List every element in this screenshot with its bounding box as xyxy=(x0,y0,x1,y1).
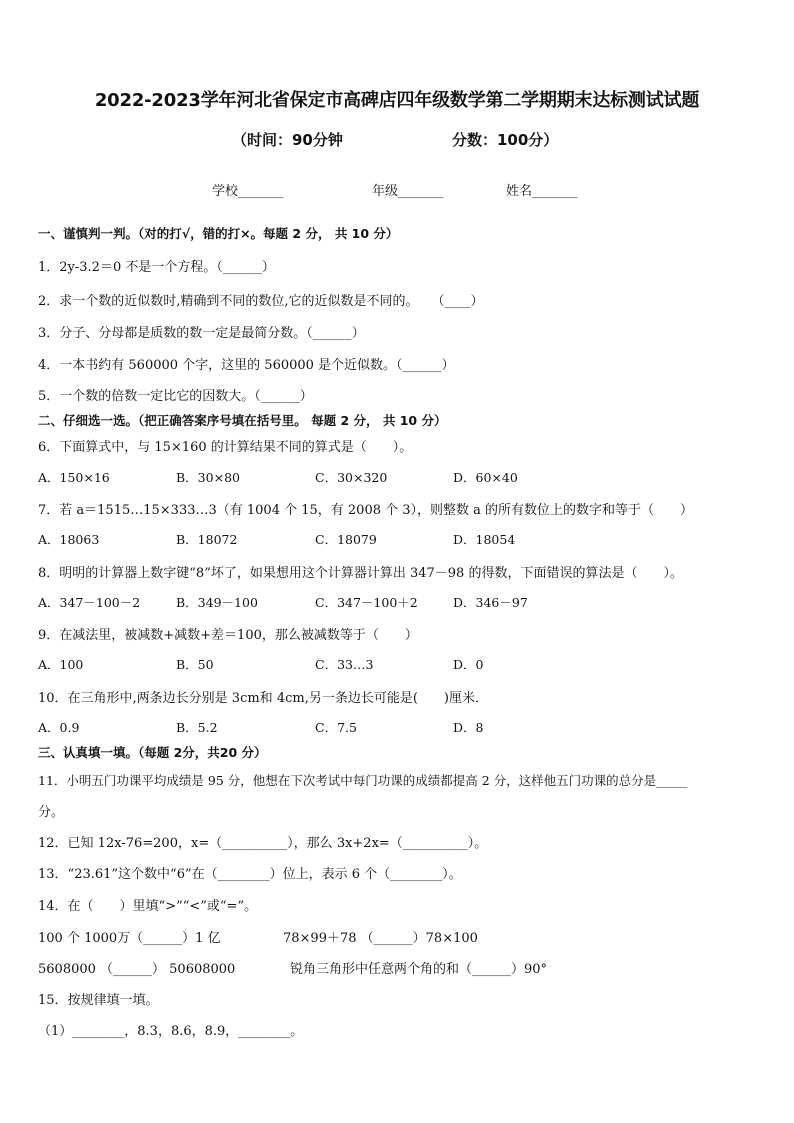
q14-item-c: 5608000 （______） 50608000 xyxy=(38,962,236,977)
q7-option-b: B．18072 xyxy=(176,532,238,547)
q9-option-d: D．0 xyxy=(453,657,484,672)
q7-option-c: C．18079 xyxy=(315,532,377,547)
question-13: 13．“23.61”这个数中“6”在（________）位上，表示 6 个（________）。 xyxy=(38,867,462,882)
q6-option-a: A．150×16 xyxy=(38,470,110,485)
q10-option-d: D．8 xyxy=(453,720,484,735)
question-7: 7．若 a＝1515…15×333…3（有 1004 个 15，有 2008 个 3），则整数 a 的所有数位上的数字和等于（ ） xyxy=(38,503,694,518)
question-14: 14．在（ ）里填“>”“<”或“=”。 xyxy=(38,899,258,914)
question-5: 5．一个数的倍数一定比它的因数大。（______） xyxy=(38,389,313,404)
question-8: 8．明明的计算器上数字键“8”坏了，如果想用这个计算器计算出 347－98 的得数，下面错误的算法是（ ）。 xyxy=(38,566,683,581)
question-10: 10．在三角形中,两条边长分别是 3cm和 4cm,另一条边长可能是( )厘米． xyxy=(38,691,488,706)
question-6: 6．下面算式中，与 15×160 的计算结果不同的算式是（ ）。 xyxy=(38,440,413,455)
section-heading-1: 一、谨慎判一判。（对的打√，错的打×。每题 2 分， 共 10 分） xyxy=(38,226,399,241)
q6-option-c: C．30×320 xyxy=(315,470,388,485)
grade-field[interactable]: 年级_______ xyxy=(372,184,444,199)
q7-option-a: A．18063 xyxy=(38,532,100,547)
section-heading-3: 三、认真填一填。（每题 2分，共20 分） xyxy=(38,745,267,760)
q9-option-c: C．33…3 xyxy=(315,657,374,672)
question-12: 12．已知 12x-76=200，x=（__________），那么 3x+2x=（__________）。 xyxy=(38,836,488,851)
question-11: 11．小明五门功课平均成绩是 95 分，他想在下次考试中每门功课的成绩都提高 2 分，这样他五门功课的总分是_____ xyxy=(38,773,688,788)
q8-option-c: C．347－100＋2 xyxy=(315,595,418,610)
section-heading-2: 二、仔细选一选。（把正确答案序号填在括号里。 每题 2 分， 共 10 分） xyxy=(38,413,447,428)
q6-option-d: D．60×40 xyxy=(453,470,518,485)
q10-option-a: A．0.9 xyxy=(38,720,80,735)
page-title: 2022-2023学年河北省保定市高碑店四年级数学第二学期期末达标测试试题 xyxy=(94,90,700,111)
q8-option-a: A．347－100－2 xyxy=(38,595,141,610)
question-2: 2．求一个数的近似数时,精确到不同的数位,它的近似数是不同的。 （____） xyxy=(38,294,484,309)
name-field[interactable]: 姓名_______ xyxy=(506,184,578,199)
question-4: 4．一本书约有 560000 个字，这里的 560000 是个近似数。（______） xyxy=(38,358,455,373)
q14-item-d: 锐角三角形中任意两个角的和（______）90° xyxy=(290,962,548,977)
exam-time: （时间：90分钟 xyxy=(232,131,343,149)
school-field[interactable]: 学校_______ xyxy=(212,184,284,199)
q14-item-b: 78×99＋78 （______）78×100 xyxy=(283,931,478,946)
question-15: 15．按规律填一填。 xyxy=(38,993,159,1008)
question-11-cont: 分。 xyxy=(38,805,65,820)
question-1: 1．2y-3.2＝0 不是一个方程。（______） xyxy=(38,260,275,275)
q9-option-a: A．100 xyxy=(38,657,84,672)
exam-score: 分数：100分） xyxy=(452,131,559,149)
q7-option-d: D．18054 xyxy=(453,532,516,547)
q8-option-b: B．349－100 xyxy=(176,595,258,610)
q6-option-b: B．30×80 xyxy=(176,470,240,485)
q14-item-a: 100 个 1000万（______）1 亿 xyxy=(38,931,221,946)
question-9: 9．在减法里，被减数+减数+差＝100，那么被减数等于（ ） xyxy=(38,628,418,643)
question-3: 3．分子、分母都是质数的数一定是最简分数。（______） xyxy=(38,326,365,341)
q10-option-c: C．7.5 xyxy=(315,720,357,735)
q9-option-b: B．50 xyxy=(176,657,214,672)
q8-option-d: D．346－97 xyxy=(453,595,528,610)
q10-option-b: B．5.2 xyxy=(176,720,218,735)
q15-item-1: （1）________，8.3，8.6，8.9，________。 xyxy=(38,1024,304,1039)
